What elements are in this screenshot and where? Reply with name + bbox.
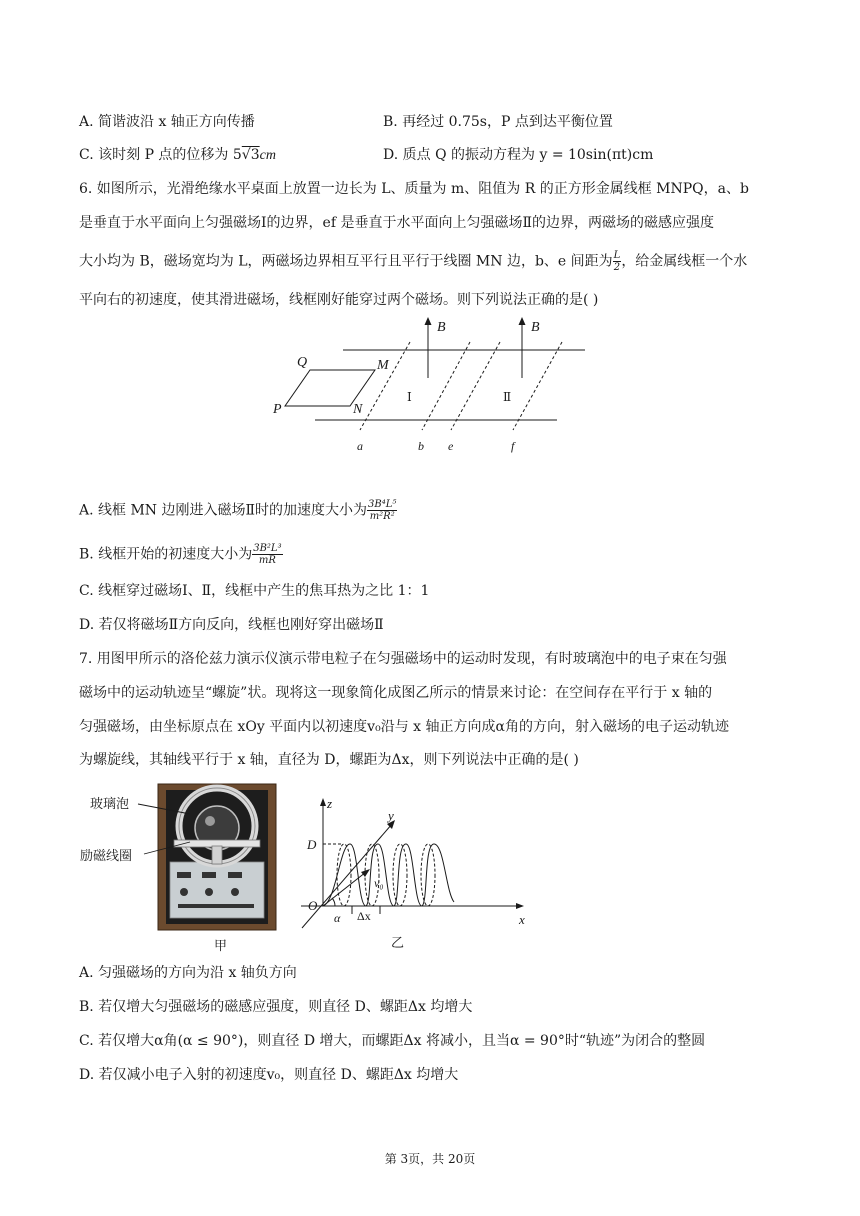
q6-option-b-den: mR [258, 555, 276, 566]
apparatus-stand [212, 846, 222, 864]
q6-boundary-b [422, 342, 470, 430]
q6-stem-line-2: 是垂直于水平面向上匀强磁场Ⅰ的边界，ef 是垂直于水平面向上匀强磁场Ⅱ的边界，两磁场的磁感应强度 [79, 215, 714, 231]
q6-label-e: e [448, 439, 454, 453]
panel-knob-3 [231, 888, 239, 896]
helix-loop-1-back [337, 844, 351, 906]
page-footer: 第 3页，共 20页 [384, 1152, 476, 1166]
label-glass-bulb: 玻璃泡 [90, 796, 130, 811]
q6-stem-line-3-text: 大小均为 B，磁场宽均为 L，两磁场边界相互平行且平行于线圈 MN 边，b、e 间距为 [79, 253, 613, 270]
q6-option-b-text: B. 线框开始的初速度大小为 [79, 546, 253, 563]
helix-loop-3-back [393, 844, 407, 906]
label-delta-x: Δx [357, 909, 371, 923]
q6-boundary-a [360, 342, 410, 430]
alpha-arc [332, 898, 335, 906]
axis-z-arrowhead [320, 798, 326, 806]
q6-label-b: b [418, 439, 424, 453]
q7-option-a: A. 匀强磁场的方向为沿 x 轴负方向 [79, 965, 297, 981]
label-origin: O [308, 898, 318, 913]
q6-option-a-fraction [367, 499, 397, 522]
q6-frac-den: 2 [613, 262, 621, 273]
q6-label-region-2: Ⅱ [503, 390, 512, 404]
q6-frac-num: L [613, 250, 621, 261]
q7-stem-line-1: 7. 用图甲所示的洛伦兹力演示仪演示带电粒子在匀强磁场中的运动时发现，有时玻璃泡中的电子束在匀强 [79, 651, 727, 667]
q6-option-a [79, 499, 397, 522]
q6-option-a-den: m²R² [369, 511, 395, 522]
q6-label-b1: B [437, 320, 446, 335]
q7-option-c: C. 若仅增大α角(α ≤ 90°)，则直径 D 增大，而螺距Δx 将减小，且当α = 90°时“轨迹”为闭合的整圆 [79, 1033, 706, 1049]
q7-figure-jia-apparatus [78, 780, 283, 955]
q5-option-a: A. 简谐波沿 x 轴正方向传播 [79, 114, 255, 130]
label-d: D [307, 837, 317, 852]
q6-label-p: P [273, 402, 282, 417]
q6-option-b [79, 543, 283, 566]
q6-option-d: D. 若仅将磁场Ⅱ方向反向，线框也刚好穿出磁场Ⅱ [79, 617, 384, 633]
caption-jia: 甲 [214, 938, 228, 953]
q5-option-b: B. 再经过 0.75s，P 点到达平衡位置 [383, 114, 613, 130]
helix-front-path [323, 844, 454, 906]
q6-label-b2: B [531, 320, 540, 335]
q5-option-d: D. 质点 Q 的振动方程为 y = 10sin(πt)cm [383, 147, 654, 163]
q5-option-c [79, 145, 276, 166]
q7-stem-line-3: 匀强磁场，由坐标原点在 xOy 平面内以初速度v₀沿与 x 轴正方向成α角的方向，射入磁场的电子运动轨迹 [79, 719, 729, 735]
label-alpha: α [334, 911, 341, 925]
label-v0: v₀ [374, 876, 384, 890]
helix-loop-4-back [421, 844, 435, 906]
label-x: x [519, 912, 525, 927]
q6-label-q: Q [297, 355, 308, 370]
q6-label-m: M [377, 358, 389, 373]
label-excitation-coil: 励磁线圈 [80, 848, 133, 863]
q6-magnetic-field-figure [265, 312, 595, 457]
q6-arrowhead-1 [425, 317, 432, 325]
q6-stem-line-3 [79, 250, 747, 273]
label-z: z [327, 796, 333, 811]
apparatus-bulb-highlight [205, 816, 215, 826]
q6-option-b-fraction [252, 543, 282, 566]
q6-option-a-num: 3B⁴L⁵ [368, 499, 397, 510]
q6-stem-line-3-end: ，给金属线框一个水 [621, 253, 748, 270]
q6-boundary-f [513, 342, 562, 430]
panel-knob-2 [205, 888, 213, 896]
q6-option-c: C. 线框穿过磁场Ⅰ、Ⅱ，线框中产生的焦耳热为之比 1：1 [79, 583, 430, 599]
panel-display-3 [228, 872, 242, 878]
q7-option-d: D. 若仅减小电子入射的初速度v₀，则直径 D、螺距Δx 均增大 [79, 1067, 459, 1083]
caption-yi: 乙 [391, 935, 405, 950]
q6-arrowhead-2 [519, 317, 526, 325]
q6-frame-mnpq [285, 370, 375, 406]
label-y: y [388, 808, 394, 823]
q7-figure-yi-helix [296, 792, 536, 952]
q6-stem-line-4: 平向右的初速度，使其滑进磁场，线框刚好能穿过两个磁场。则下列说法正确的是( ) [79, 292, 599, 308]
q7-stem-line-4: 为螺旋线，其轴线平行于 x 轴，直径为 D，螺距为Δx，则下列说法中正确的是( ) [79, 752, 579, 768]
panel-knob-1 [180, 888, 188, 896]
q7-option-b: B. 若仅增大匀强磁场的磁感应强度，则直径 D、螺距Δx 均增大 [79, 999, 473, 1015]
q6-boundary-e [451, 342, 500, 430]
q6-label-a: a [357, 439, 363, 453]
helix-loop-2-back [365, 844, 379, 906]
panel-strip [178, 904, 254, 908]
panel-display-2 [202, 872, 216, 878]
q6-stem-line-1: 6. 如图所示，光滑绝缘水平桌面上放置一边长为 L、质量为 m、阻值为 R 的正方形金属线框 MNPQ，a、b [79, 181, 749, 197]
q5-option-c-text: C. 该时刻 P 点的位移为 5 [79, 147, 242, 163]
q5-option-c-unit: cm [259, 148, 276, 163]
q6-option-b-num: 3B²L³ [253, 543, 282, 554]
q6-label-region-1: Ⅰ [407, 390, 412, 404]
panel-display-1 [177, 872, 191, 878]
q6-label-n: N [353, 402, 363, 417]
q5-option-c-radical: √3 [241, 147, 260, 163]
axis-x-arrowhead [516, 903, 524, 909]
q6-label-f: f [511, 439, 515, 453]
q6-option-a-text: A. 线框 MN 边刚进入磁场Ⅱ时的加速度大小为 [79, 502, 368, 519]
q7-stem-line-2: 磁场中的运动轨迹呈“螺旋”状。现将这一现象简化成图乙所示的情景来讨论：在空间存在平行于 x 轴的 [79, 685, 713, 701]
